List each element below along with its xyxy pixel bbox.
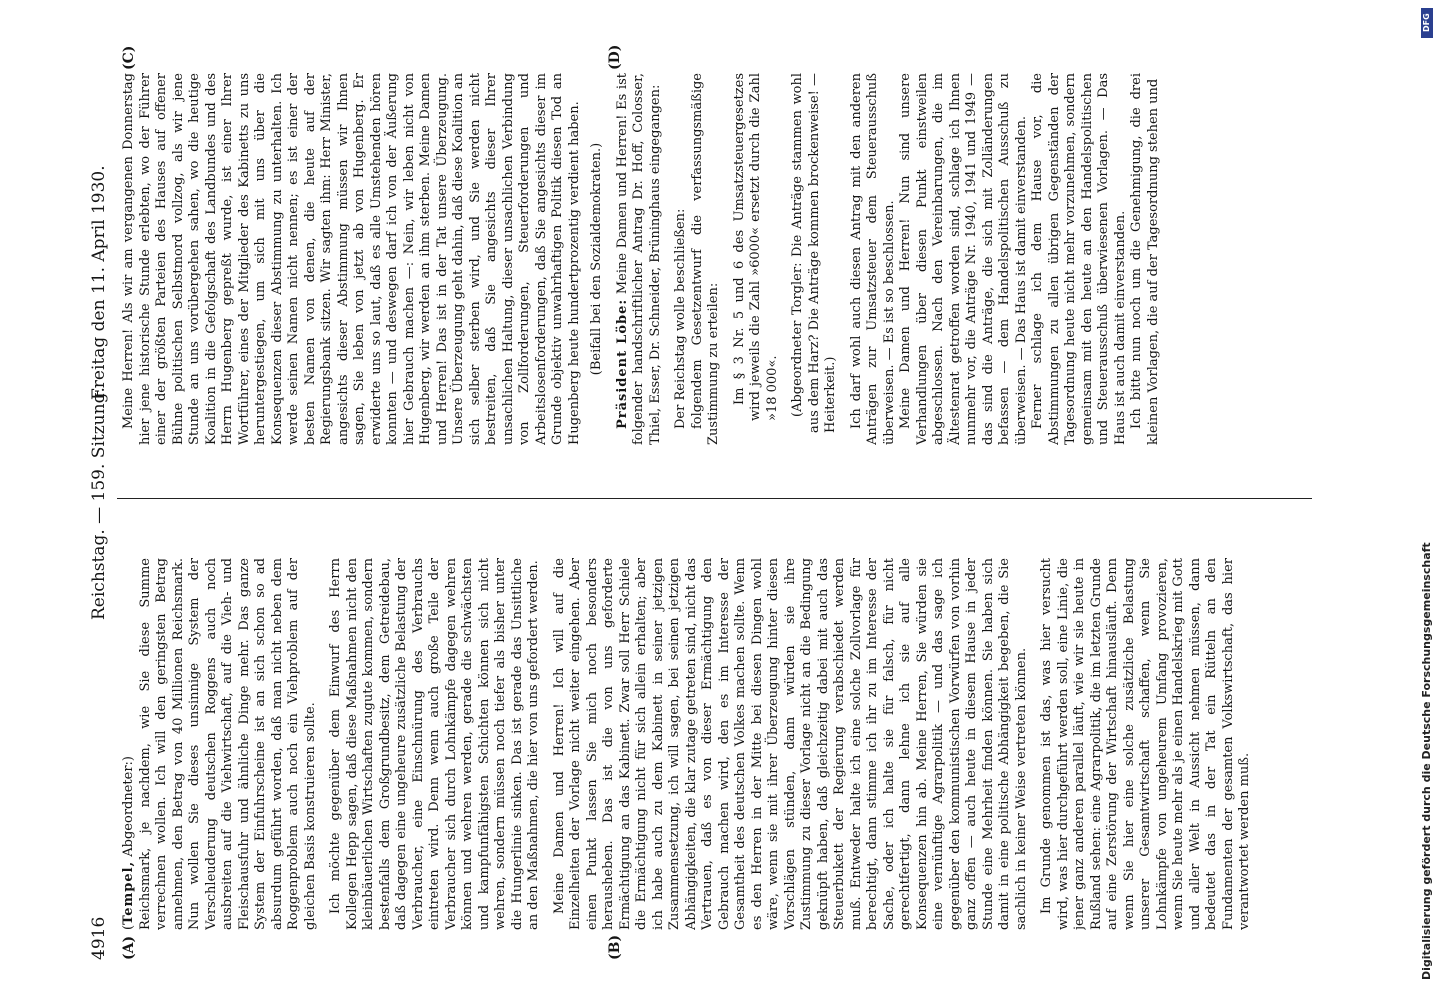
- motion-intro: Der Reichstag wolle beschließen:: [673, 208, 688, 429]
- paragraph: Ich bitte nun noch um die Genehmigung, die drei kleinen Vorlagen, die auf der Tagesordnung stehen und: [1129, 73, 1161, 445]
- margin-letter-b: (B): [607, 934, 623, 960]
- paragraph: Meine Herren! Als wir am vergangenen Donnerstag hier jene historische Stunde erlebten, wo der Führer einer der größten Parteien des Hauses auf offener Bühne politischen Selbstmord vollzog, als wir jene Stunde an uns vorübergehen sahen, wo die heutige Koalition in die Gefolgschaft des Landbundes und des Herrn Hugenberg gepreßt wurde, ist einer Ihrer Wortführer, eines der Mitglieder des Kabinetts zu uns heruntergestiegen, um sich mit uns über die Konsequenzen dieser Abstimmung zu unterhalten. Ich werde seinen Namen nicht nennen; es ist einer der besten Namen von denen, die heute auf der Regierungsbank sitzen. Wir sagten ihm: Herr Minister, angesichts dieser Abstimmung müssen wir Ihnen sagen, Sie leben von jetzt ab von Hugenberg. Er erwiderte uns so laut, daß es alle Umstehenden hören konnten — und deswegen darf ich von der Äußerung hier Gebrauch machen —: Nein, wir leben nicht von Hugenberg, wir werden an ihm sterben. Meine Damen und Herren! Das ist in der Tat unsere Überzeugung. Unsere Überzeugung geht dahin, daß diese Koalition an sich selber sterben wird, und Sie werden nicht bestreiten, daß Sie angesichts dieser Ihrer unsachlichen Haltung, dieser unsachlichen Verbindung von Zollforderungen, Steuerforderungen und Arbeitslosenforderungen, daß Sie angesichts dieser im Grunde objektiv unwahrhaftigen Politik diesen Tod an Hugenberg heute hundertprozentig verdient haben.: [121, 73, 582, 445]
- paragraph: Meine Damen und Herren! Nun sind unsere Verhandlungen über diesen Punkt einstweilen abgeschlossen. Nach den Vereinbarungen, die im Ältestenrat getroffen worden sind, schlage ich Ihnen nunmehr vor, die Anträge Nr. 1940, 1941 und 1949 — das sind die Anträge, die sich mit Zolländerungen befassen — dem Handelspolitischen Ausschuß zu überweisen. — Das Haus ist damit einverstanden.: [898, 73, 1029, 445]
- interjection: (Abgeordneter Torgler: Die Anträge stammen wohl aus dem Harz? Die Anträge kommen brockenweise! — Heiterkeit.): [790, 73, 838, 433]
- president-name: Präsident Löbe:: [614, 298, 630, 429]
- page-number: 4916: [89, 916, 109, 960]
- margin-letter-a: (A): [121, 935, 137, 960]
- session-date: Freitag den 11. April 1930.: [89, 165, 109, 400]
- margin-letter-c: (C): [121, 45, 137, 70]
- speaker-line: (Tempel, Abgeordneter:): [121, 755, 136, 930]
- paragraph: Ich möchte gegenüber dem Einwurf des Herrn Kollegen Hepp sagen, daß diese Maßnahmen nicht den kleinbäuerlichen Wirtschaften zugute kommen, sondern bestenfalls dem Großgrundbesitz, dem Getreidebau, daß dagegen eine ungeheure zusätzliche Belastung der Verbraucher, eine Einschnürung des Verbrauchs eintreten wird. Denn wenn auch große Teile der Verbraucher sich durch Lohnkämpfe dagegen wehren können und wehren werden, gerade die schwächsten und kampfunfähigsten Schichten können sich nicht wehren, sondern müssen noch tiefer als bisher unter die Hungerlinie sinken. Das ist gerade das Unsittliche an den Maßnahmen, die hier von uns gefordert werden.: [328, 558, 541, 930]
- speaker-name: Tempel,: [121, 860, 136, 925]
- column-divider: [117, 498, 1312, 499]
- paragraph: Ferner schlage ich dem Hause vor, die Abstimmungen zu allen übrigen Gegenständen der Tagesordnung heute nicht mehr vorzunehmen, sondern gemeinsam mit den heute an den Handelspolitischen und Steuerausschuß überwiesenen Vorlagen. — Das Haus ist auch damit einverstanden.: [1030, 73, 1128, 445]
- president-text: Meine Damen und Herren! Es ist folgender handschriftlicher Antrag Dr. Hoff, Colosser, Thiel, Esser, Dr. Schneider, Brüninghaus eingegangen:: [614, 73, 663, 445]
- applause-note: (Beifall bei den Sozialdemokraten.): [589, 142, 604, 376]
- left-column: [121, 558, 1321, 930]
- dfg-logo: DFG: [1421, 8, 1433, 38]
- motion-body: folgendem Gesetzentwurf die verfassungsmäßige Zustimmung zu erteilen:: [689, 73, 721, 445]
- session-title: Reichstag. — 159. Sitzung.: [89, 387, 109, 620]
- margin-letter-d: (D): [607, 44, 623, 70]
- speaker-role: Abgeordneter:: [121, 761, 136, 857]
- paragraph: Reichsmark, je nachdem, wie Sie diese Summe verrechnen wollen. Ich will den geringsten Betrag annehmen, den Betrag von 40 Millionen Reichsmark. Nun wollen Sie dieses unsinnige System der Verschleuderung deutschen Roggens auch noch ausbreiten auf die Viehwirtschaft, auf die Vieh- und Fleischausfuhr und ähnliche Dinge mehr. Das ganze System der Einfuhrscheine ist an sich schon so ad absurdum geführt worden, daß man nicht neben dem Roggenproblem auch noch ein Viehproblem auf der gleichen Basis konstruieren sollte.: [137, 558, 318, 930]
- paragraph: Meine Damen und Herren! Ich will auf die Einzelheiten der Vorlage nicht weiter eingehen. Aber einen Punkt lassen Sie mich noch besonders herausheben. Das ist die von uns geforderte Ermächtigung an das Kabinett. Zwar soll Herr Schiele die Ermächtigung nicht für sich allein erhalten; aber ich habe auch zu dem Kabinett in seiner jetzigen Zusammensetzung, ich will sagen, bei seinen jetzigen Abhängigkeiten, die klar zutage getreten sind, nicht das Vertrauen, daß es von dieser Ermächtigung den Gebrauch machen wird, den es im Interesse der Gesamtheit des deutschen Volkes machen sollte. Wenn es den Herren in der Mitte bei diesen Dingen wohl wäre, wenn sie mit ihrer Überzeugung hinter diesen Vorschlägen stünden, dann würden sie ihre Zustimmung zu dieser Vorlage nicht an die Bedingung geknüpft haben, daß gleichzeitig dabei mit auch das Steuerbukett der Regierung verabschiedet werden muß. Entweder halte ich eine solche Zollvorlage für berechtigt, dann stimme ich ihr zu im Interesse der Sache, oder ich halte sie für falsch, für nicht gerechtfertigt, dann lehne ich sie auf alle Konsequenzen hin ab. Meine Herren, Sie würden sie eine vernünftige Agrarpolitik — und das sage ich gegenüber den kommunistischen Vorwürfen von vorhin ganz offen — auch heute in diesem Hause in jeder Stunde eine Mehrheit finden können. Sie haben sich damit in eine politische Abhängigkeit begeben, die Sie sachlich in keiner Weise vertreten können.: [551, 558, 1029, 930]
- motion-clause: Im § 3 Nr. 5 und 6 des Umsatzsteuergesetzes wird jeweils die Zahl »6000« ersetzt durch die Zahl »18 000«.: [731, 73, 780, 421]
- rotated-newspaper-page: [87, 40, 1337, 960]
- president-paragraph: [615, 73, 665, 445]
- credit-text: Digitalisierung gefördert durch die Deutsche Forschungsgemeinschaft: [1420, 542, 1433, 980]
- right-column: [121, 73, 1321, 445]
- page-header: [87, 40, 117, 960]
- paragraph: Ich darf wohl auch diesen Antrag mit den anderen Anträgen zur Umsatzsteuer dem Steuerausschuß überweisen. — Es ist so beschlossen.: [848, 73, 897, 445]
- paragraph: Im Grunde genommen ist das, was hier versucht wird, was hier durchgeführt werden soll, eine Linie, die jener ganz anderen parallel läuft, wie wir sie heute in Rußland sehen: eine Agrarpolitik, die im letzten Grunde auf eine Zerstörung der Wirtschaft hinausläuft. Denn wenn Sie hier eine solche zusätzliche Belastung unserer Gesamtwirtschaft schaffen, wenn Sie Lohnkämpfe von ungeheurem Umfang provozieren, wenn Sie heute mehr als je einen Handelskrieg mit Gott und aller Welt in Aussicht nehmen müssen, dann bedeutet das in der Tat ein Rütteln an den Fundamenten der gesamten Volkswirtschaft, das hier verantwortet werden muß.: [1039, 558, 1252, 930]
- digitization-credit: [1420, 20, 1433, 980]
